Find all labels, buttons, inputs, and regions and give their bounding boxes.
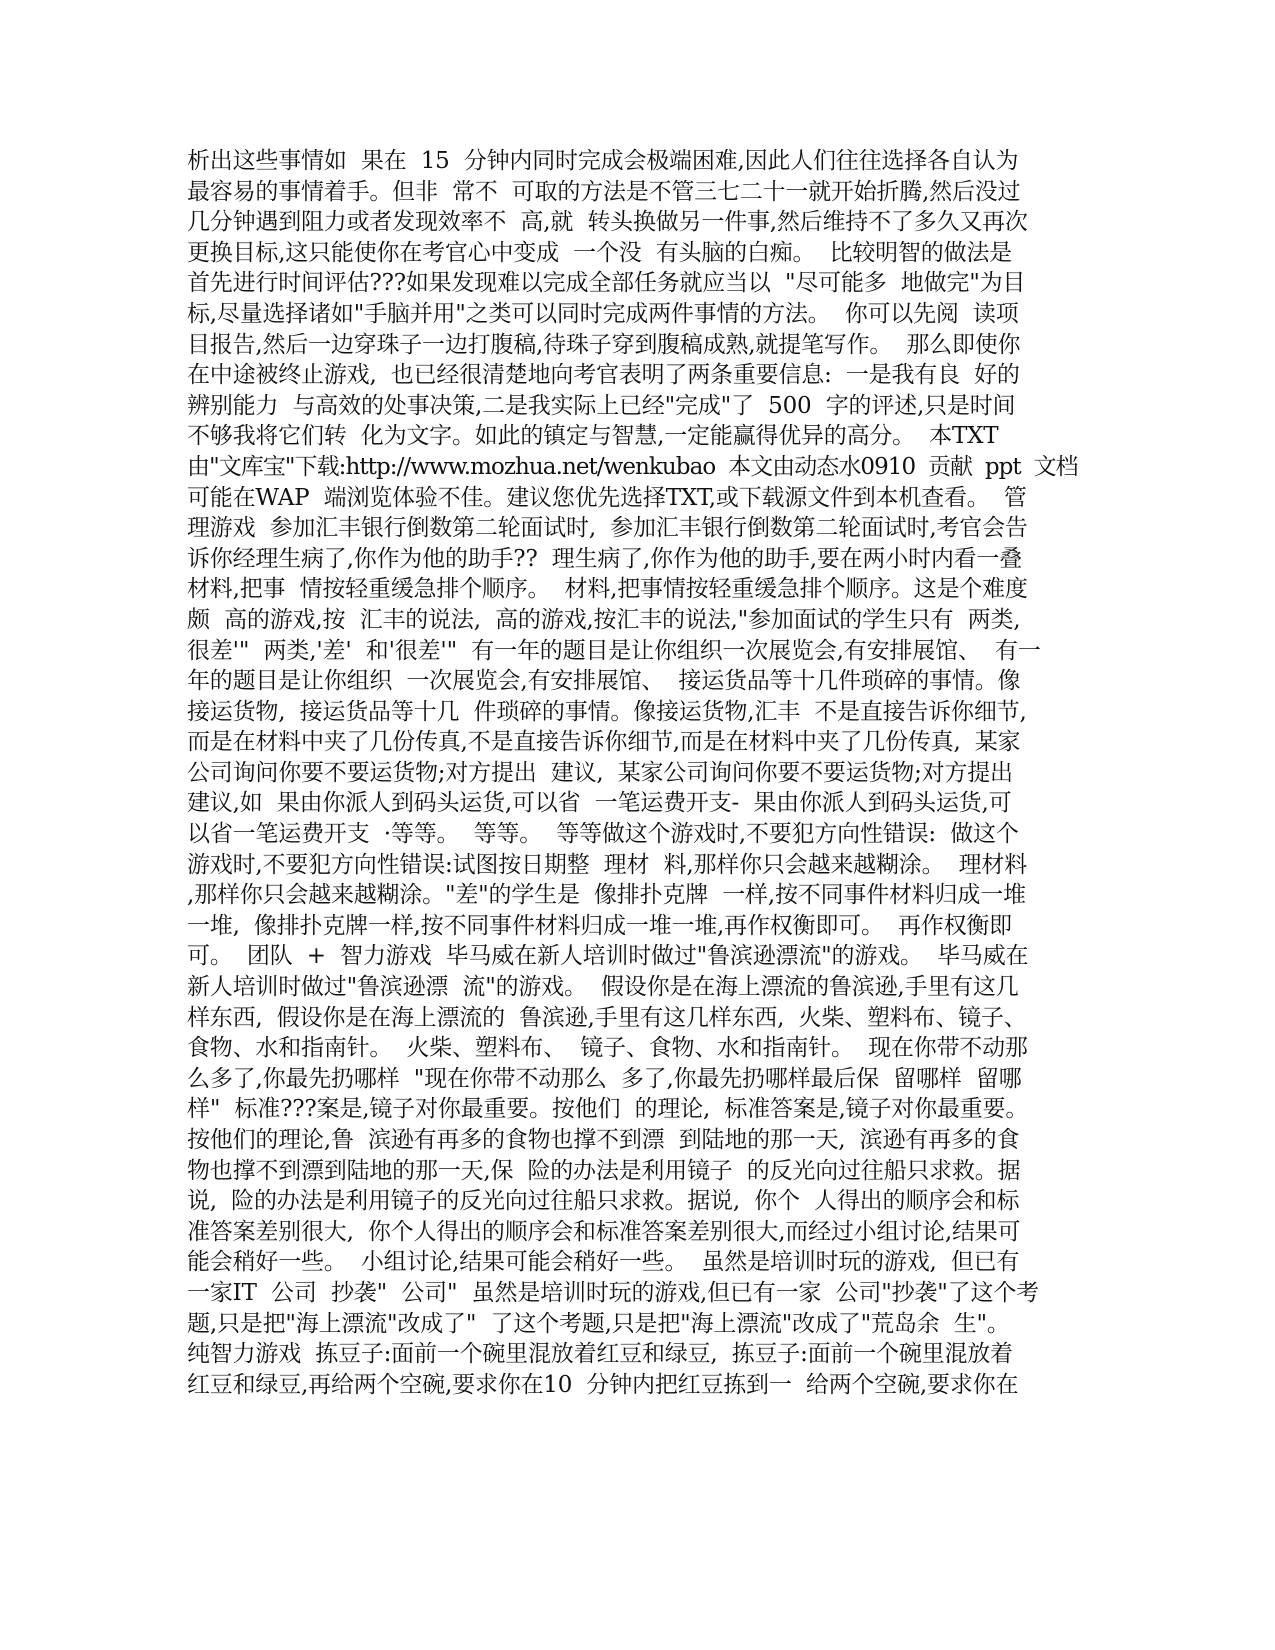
text-line: 最容易的事情着手。但非 常不 可取的方法是不管三七二十一就开始折腾,然后没过 xyxy=(187,178,1021,205)
text-line: 颇 高的游戏,按 汇丰的说法, 高的游戏,按汇丰的说法,"参加面试的学生只有 两类, xyxy=(187,606,1021,633)
text-line: 接运货物, 接运货品等十几 件琐碎的事情。像接运货物,汇丰 不是直接告诉你细节, xyxy=(187,698,1027,725)
text-line: 以省一笔运费开支 ·等等。 等等。 等等做这个游戏时,不要犯方向性错误: 做这个 xyxy=(187,821,1019,848)
text-line: ,那样你只会越来越糊涂。"差"的学生是 像排扑克牌 一样,按不同事件材料归成一堆 xyxy=(187,882,1026,909)
text-line: 准答案差别很大, 你个人得出的顺序会和标准答案差别很大,而经过小组讨论,结果可 xyxy=(187,1218,1021,1245)
text-line: 公司询问你要不要运货物;对方提出 建议, 某家公司询问你要不要运货物;对方提出 xyxy=(187,759,1013,786)
text-line: 而是在材料中夹了几份传真,不是直接告诉你细节,而是在材料中夹了几份传真, 某家 xyxy=(187,729,1021,756)
text-line: 样东西, 假设你是在海上漂流的 鲁滨逊,手里有这几样东西, 火柴、塑料布、镜子、 xyxy=(187,1004,1027,1031)
text-line: 纯智力游戏 拣豆子:面前一个碗里混放着红豆和绿豆, 拣豆子:面前一个碗里混放着 xyxy=(187,1341,1013,1368)
text-line: 红豆和绿豆,再给两个空碗,要求你在10 分钟内把红豆拣到一 给两个空碗,要求你在 xyxy=(187,1371,1019,1398)
text-line: 食物、水和指南针。 火柴、塑料布、 镜子、食物、水和指南针。 现在你带不动那 xyxy=(187,1035,1028,1062)
text-line: 由"文库宝"下载:http://www.mozhua.net/wenkubao 本文由动态水0910 贡献 ppt 文档 xyxy=(187,453,1078,480)
text-line: 析出这些事情如 果在 15 分钟内同时完成会极端困难,因此人们往往选择各自认为 xyxy=(187,148,1019,174)
text-line: 在中途被终止游戏, 也已经很清楚地向考官表明了两条重要信息: 一是我有良 好的 xyxy=(187,362,1020,389)
text-line: 年的题目是让你组织 一次展览会,有安排展馆、 接运货品等十几件琐碎的事情。像 xyxy=(187,668,1021,695)
text-line: 游戏时,不要犯方向性错误:试图按日期整 理材 料,那样你只会越来越糊涂。 理材料 xyxy=(187,851,1028,878)
text-line: 标,尽量选择诸如"手脑并用"之类可以同时完成两件事情的方法。 你可以先阅 读项 xyxy=(187,300,1019,327)
text-line: 新人培训时做过"鲁滨逊漂 流"的游戏。 假设你是在海上漂流的鲁滨逊,手里有这几 xyxy=(187,974,1019,1001)
text-line: 不够我将它们转 化为文字。如此的镇定与智慧,一定能赢得优异的高分。 本TXT xyxy=(187,423,999,450)
text-line: 辨别能力 与高效的处事决策,二是我实际上已经"完成"了 500 字的评述,只是时间 xyxy=(187,392,1016,419)
text-line: 能会稍好一些。 小组讨论,结果可能会稍好一些。 虽然是培训时玩的游戏, 但已有 xyxy=(187,1249,1020,1276)
text-line: 目报告,然后一边穿珠子一边打腹稿,待珠子穿到腹稿成熟,就提笔写作。 那么即使你 xyxy=(187,331,1021,358)
text-line: 几分钟遇到阻力或者发现效率不 高,就 转头换做另一件事,然后维持不了多久又再次 xyxy=(187,209,1028,236)
text-line: 说, 险的办法是利用镜子的反光向过往船只求救。据说, 你个 人得出的顺序会和标 xyxy=(187,1188,1020,1215)
text-line: 理游戏 参加汇丰银行倒数第二轮面试时, 参加汇丰银行倒数第二轮面试时,考官会告 xyxy=(187,515,1028,542)
body-text xyxy=(187,146,1087,1400)
text-line: 更换目标,这只能使你在考官心中变成 一个没 有头脑的白痴。 比较明智的做法是 xyxy=(187,239,1012,266)
text-line: 按他们的理论,鲁 滨逊有再多的食物也撑不到漂 到陆地的那一天, 滨逊有再多的食 xyxy=(187,1127,1020,1153)
text-line: 材料,把事 情按轻重缓急排个顺序。 材料,把事情按轻重缓急排个顺序。这是个难度 xyxy=(187,576,1028,603)
text-line: 首先进行时间评估???如果发现难以完成全部任务就应当以 "尽可能多 地做完"为目 xyxy=(187,270,1026,297)
text-line: 建议,如 果由你派人到码头运货,可以省 一笔运费开支- 果由你派人到码头运货,可 xyxy=(187,790,1012,817)
text-line: 一堆, 像排扑克牌一样,按不同事件材料归成一堆一堆,再作权衡即可。 再作权衡即 xyxy=(187,912,1012,939)
text-line: 很差'" 两类,'差' 和'很差'" 有一年的题目是让你组织一次展览会,有安排展馆、 有一 xyxy=(187,637,1041,664)
text-line: 诉你经理生病了,你作为他的助手?? 理生病了,你作为他的助手,要在两小时内看一叠 xyxy=(187,545,1023,572)
text-line: 可。 团队 + 智力游戏 毕马威在新人培训时做过"鲁滨逊漂流"的游戏。 毕马威在 xyxy=(187,943,1029,970)
text-line: 样" 标准???案是,镜子对你最重要。按他们 的理论, 标准答案是,镜子对你最重要。 xyxy=(187,1096,1029,1123)
text-line: 一家IT 公司 抄袭" 公司" 虽然是培训时玩的游戏,但已有一家 公司"抄袭"了这个考 xyxy=(187,1279,1039,1306)
text-line: 可能在WAP 端浏览体验不佳。建议您优先选择TXT,或下载源文件到本机查看。 管 xyxy=(187,484,1027,511)
text-line: 么多了,你最先扔哪样 "现在你带不动那么 多了,你最先扔哪样最后保 留哪样 留哪 xyxy=(187,1065,1022,1092)
text-line: 物也撑不到漂到陆地的那一天,保 险的办法是利用镜子 的反光向过往船只求救。据 xyxy=(187,1157,1021,1184)
text-line: 题,只是把"海上漂流"改成了" 了这个考题,只是把"海上漂流"改成了"荒岛余 生"。 xyxy=(187,1310,1010,1337)
